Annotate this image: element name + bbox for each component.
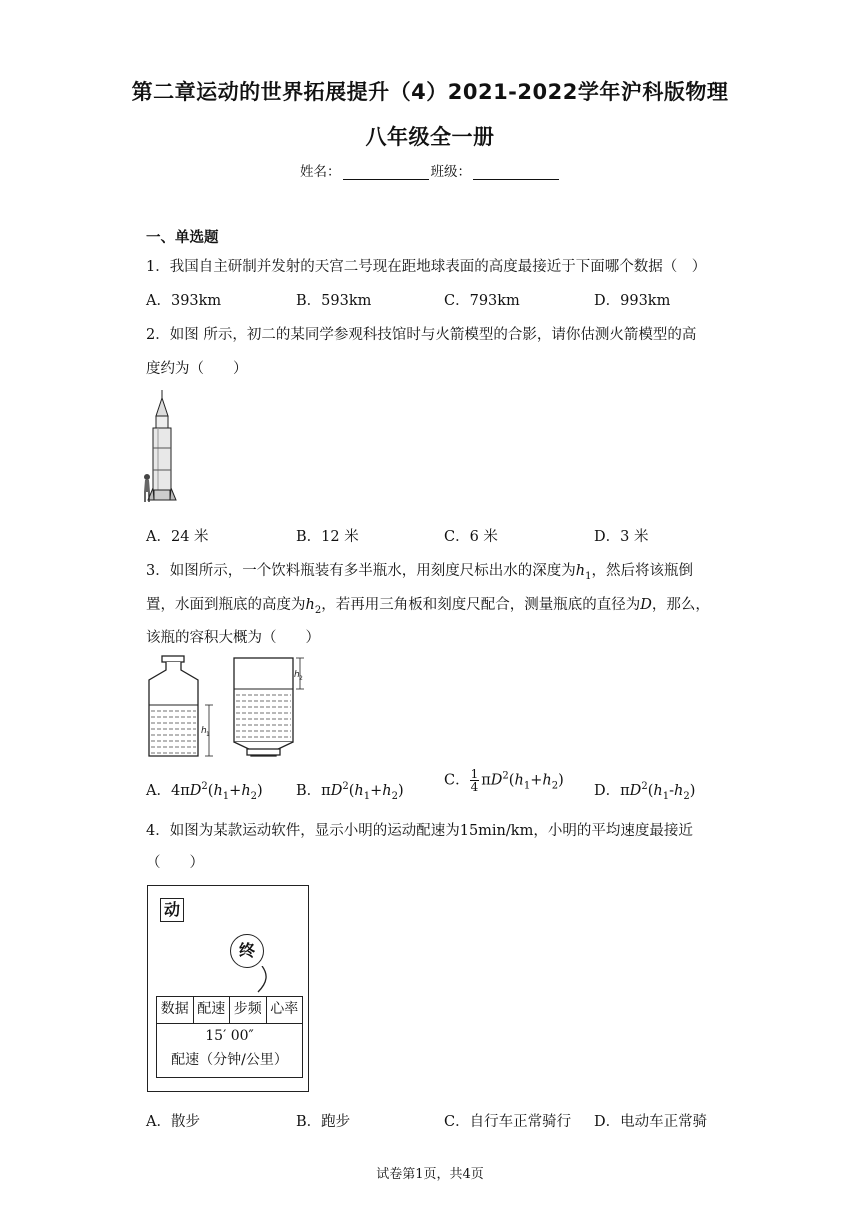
sports-app-figure — [147, 885, 309, 1092]
question-1-text: 1．我国自主研制并发射的天宫二号现在距地球表面的高度最接近于下面哪个数据（ ） — [146, 259, 707, 275]
q3-option-d[interactable]: D．$\pi D^2(h_1-h_2)$ — [594, 781, 696, 802]
q2-option-d[interactable]: D．3 米 — [594, 529, 649, 545]
q3-option-a[interactable]: A．$4\pi D^2(h_1+h_2)$ — [146, 781, 263, 802]
section-heading: 一、单选题 — [146, 230, 219, 246]
svg-text:h: h — [201, 726, 207, 736]
end-button[interactable]: 终 — [230, 934, 264, 968]
svg-text:2: 2 — [299, 675, 303, 682]
question-4-line2: （ ） — [146, 855, 204, 871]
pace-caption: 配速（分钟/公里） — [171, 1052, 288, 1068]
tab-pace[interactable]: 配速 — [194, 997, 231, 1023]
q2-option-c[interactable]: C．6 米 — [444, 529, 498, 545]
tab-cadence[interactable]: 步频 — [230, 997, 267, 1023]
name-label: 姓名： — [300, 164, 341, 180]
class-label: 班级： — [430, 164, 471, 180]
question-3-line3: 该瓶的容积大概为（ ） — [146, 630, 320, 646]
pace-panel — [156, 996, 303, 1078]
q4-option-c[interactable]: C．自行车正常骑行 — [444, 1114, 572, 1130]
q2-option-a[interactable]: A．24 米 — [146, 529, 209, 545]
student-info-line — [300, 160, 561, 180]
svg-text:1: 1 — [206, 731, 210, 738]
q4-option-b[interactable]: B．跑步 — [296, 1114, 351, 1130]
page-title-line1: 第二章运动的世界拓展提升（4）2021-2022学年沪科版物理 — [131, 80, 729, 104]
question-3-line2: 置，水面到瓶底的高度为$h_2$，若再用三角板和刻度尺配合，测量瓶底的直径为D，那么， — [146, 597, 710, 616]
page-title-line2: 八年级全一册 — [365, 125, 495, 149]
q1-option-b[interactable]: B．593km — [296, 293, 372, 309]
question-2-line1: 2．如图 所示，初二的某同学参观科技馆时与火箭模型的合影，请你估测火箭模型的高 — [146, 327, 697, 343]
q4-option-d[interactable]: D．电动车正常骑 — [594, 1114, 708, 1130]
q1-option-c[interactable]: C．793km — [444, 293, 520, 309]
q3-option-b[interactable]: B．$\pi D^2(h_1+h_2)$ — [296, 781, 404, 802]
rocket-model-figure — [140, 388, 192, 506]
pace-tabs — [157, 997, 302, 1024]
q3-option-c[interactable]: C． $\frac{1}{4}$ $\pi D^2(h_1+h_2)$ — [444, 767, 564, 794]
name-blank[interactable] — [343, 165, 429, 180]
tab-data[interactable]: 数据 — [157, 997, 194, 1023]
page-footer: 试卷第1页，共4页 — [376, 1167, 484, 1182]
fraction-one-quarter: $\frac{1}{4}$ — [470, 767, 479, 794]
question-4-line1: 4．如图为某款运动软件，显示小明的运动配速为15min/km，小明的平均速度最接近 — [146, 823, 693, 839]
question-2-line2: 度约为（ ） — [146, 361, 248, 377]
class-blank[interactable] — [473, 165, 559, 180]
svg-text:h: h — [294, 670, 300, 680]
q1-option-a[interactable]: A．393km — [146, 293, 222, 309]
bottle-figure — [143, 653, 318, 763]
question-3-line1: 3．如图所示，一个饮料瓶装有多半瓶水，用刻度尺标出水的深度为$h_1$，然后将该瓶倒 — [146, 563, 693, 582]
app-tag: 动 — [160, 898, 184, 922]
pace-value: 15′ 00″ — [205, 1028, 254, 1044]
q2-option-b[interactable]: B．12 米 — [296, 529, 359, 545]
tab-heart-rate[interactable]: 心率 — [270, 1001, 299, 1017]
q4-option-a[interactable]: A．散步 — [146, 1114, 200, 1130]
q1-option-d[interactable]: D．993km — [594, 293, 671, 309]
callout-tail-icon — [248, 966, 278, 996]
